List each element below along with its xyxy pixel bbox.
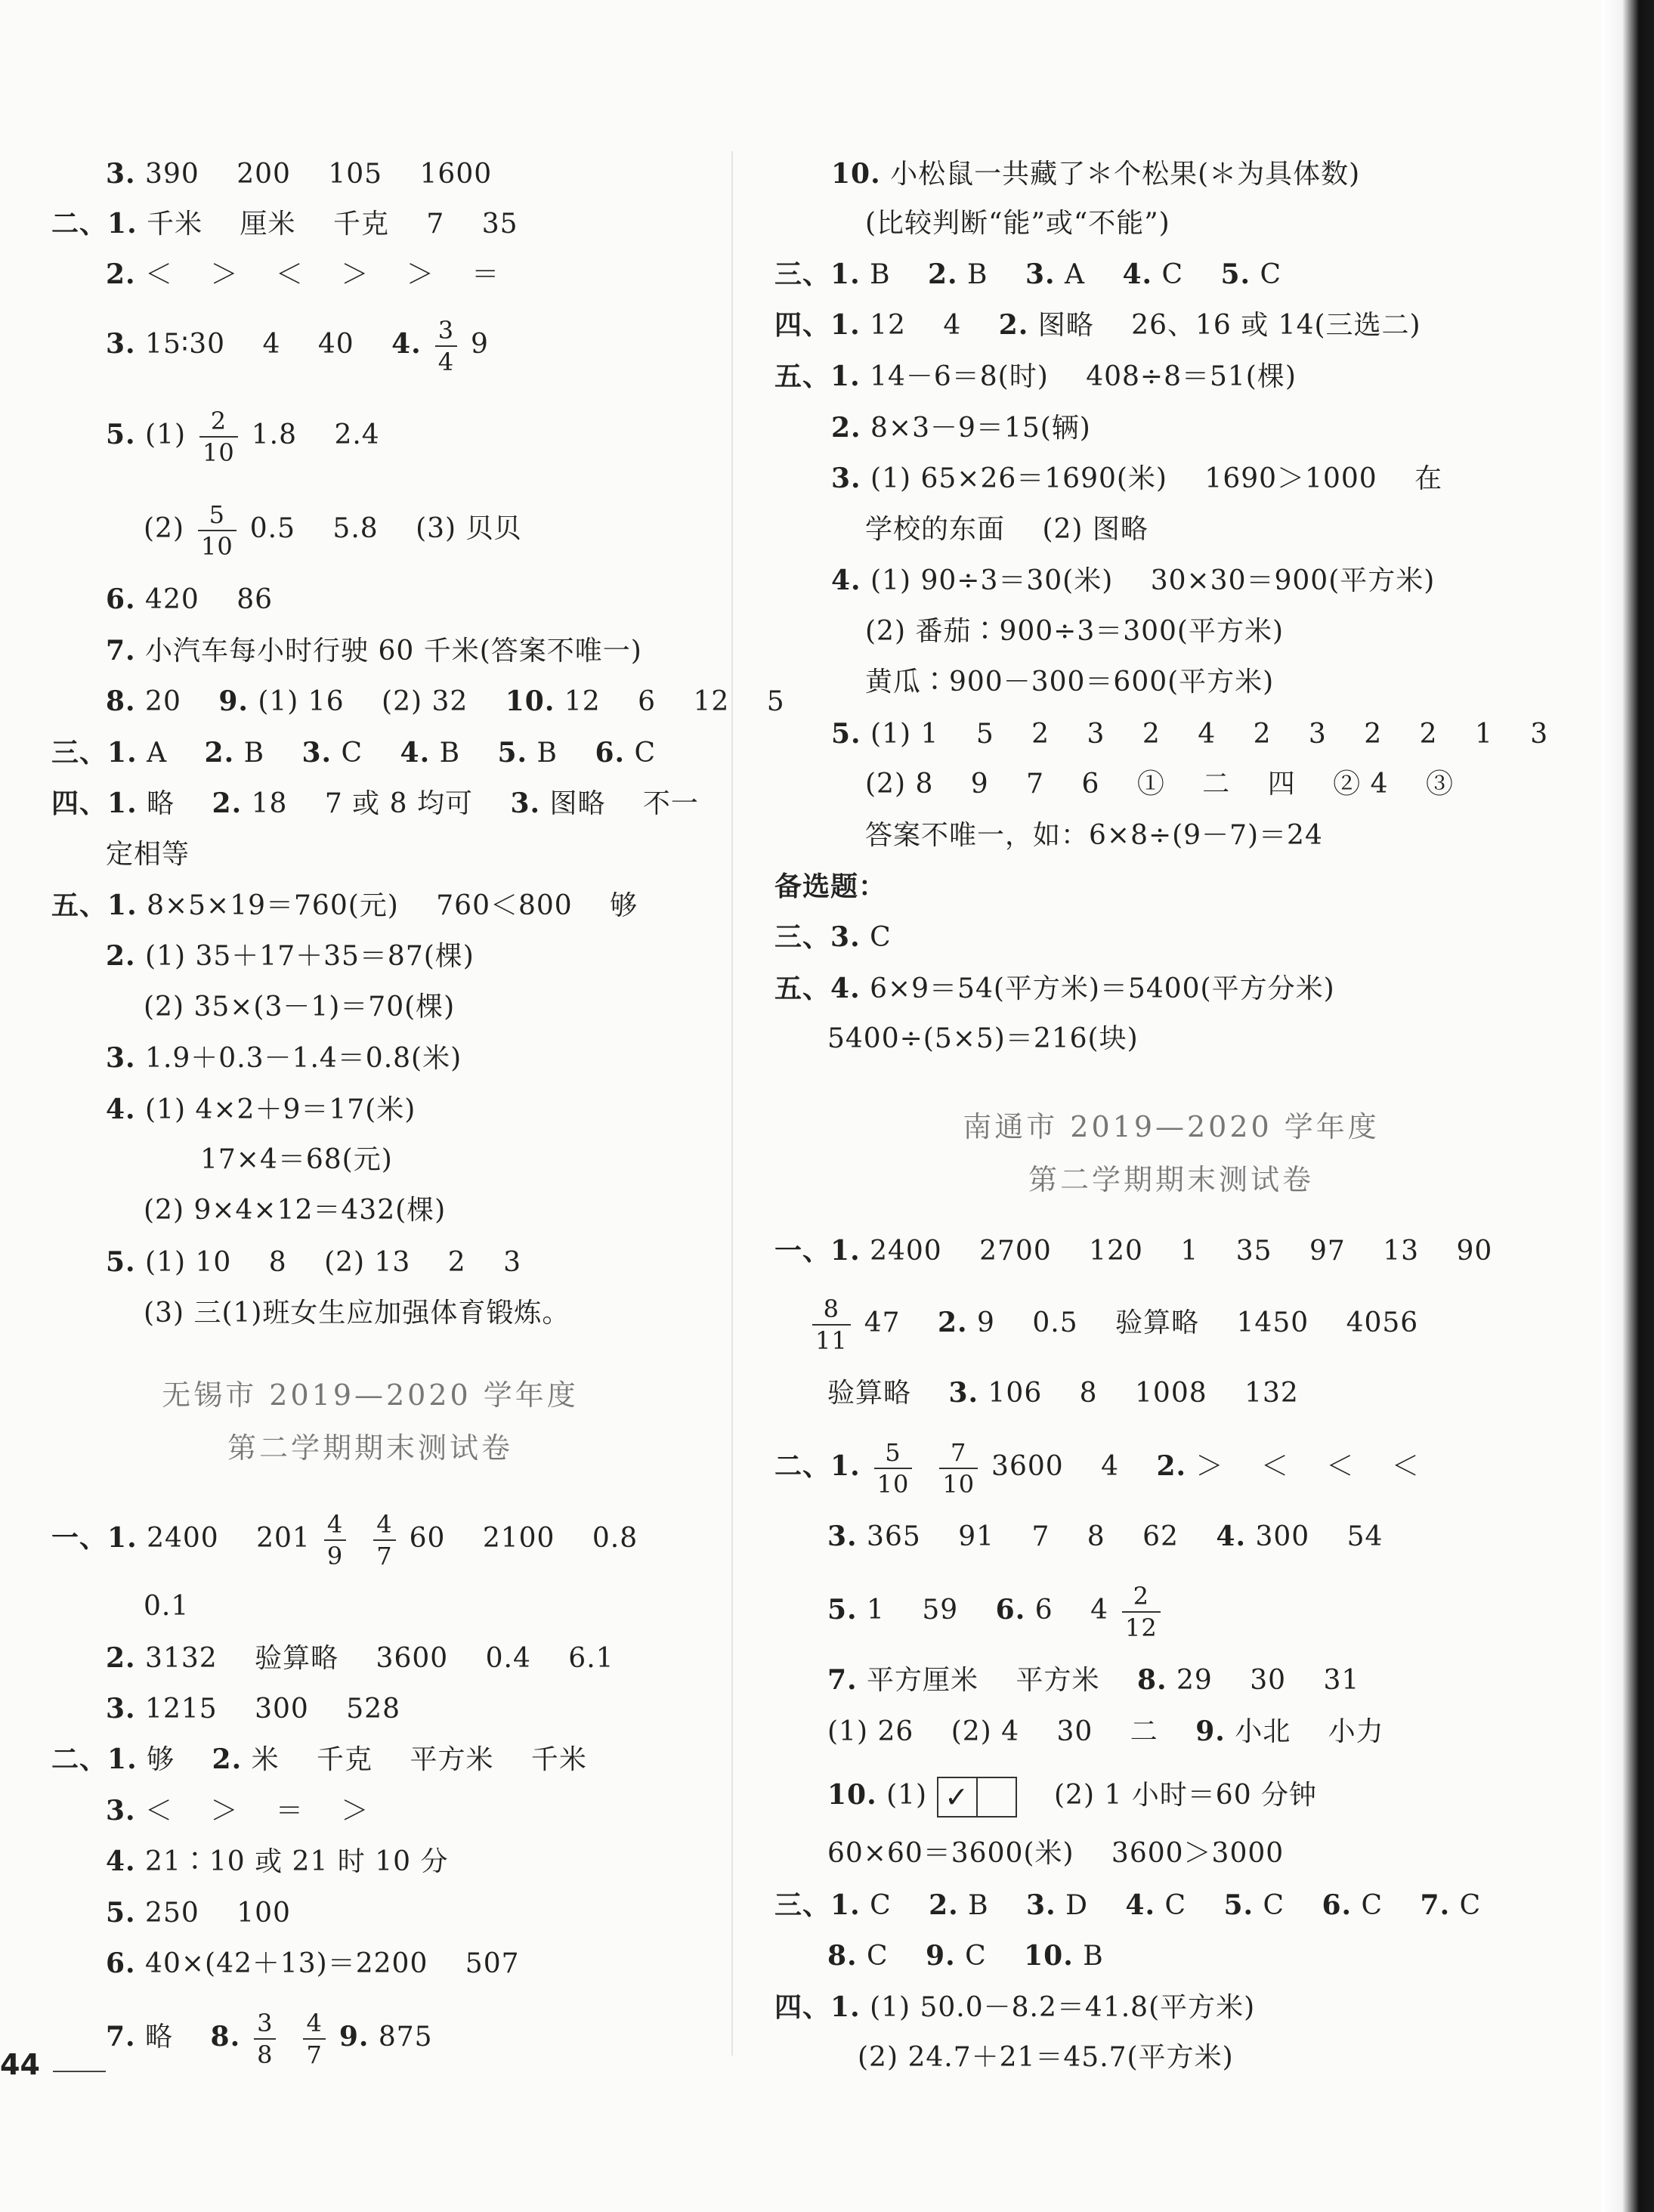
answer-line: 3. 365 91 7 8 62 4. 300 54 xyxy=(827,1521,1383,1552)
answer-line: 3. ＜ ＞ ＝ ＞ xyxy=(106,1795,369,1827)
fraction: $\frac{4}{7}$ xyxy=(373,1509,395,1571)
section-heading: 南通市 2019—2020 学年度 xyxy=(963,1110,1380,1143)
answer-line: 四、1. 略 2. 18 7 或 8 均可 3. 图略 不一 xyxy=(51,787,699,819)
answer-line: (2) 9×4×12＝432(棵) xyxy=(144,1195,447,1226)
answer-line: (1) 26 (2) 4 30 二 9. 小北 小力 xyxy=(827,1715,1384,1747)
answer-line: 学校的东面 (2) 图略 xyxy=(865,514,1149,545)
fraction: $\frac{4}{9}$ xyxy=(324,1509,346,1571)
answer-line: 7. 平方厘米 平方米 8. 29 30 31 xyxy=(827,1664,1360,1696)
page-number-rule xyxy=(53,2071,106,2072)
answer-line: 定相等 xyxy=(106,839,190,870)
answer-line: 7. 略 8. $\frac{3}{8}$ $\frac{4}{7}$ 9. 875 xyxy=(106,2009,433,2069)
fraction: $\frac{5}{10}$ xyxy=(874,1437,913,1499)
answer-line: 黄瓜∶900－300＝600(平方米) xyxy=(865,667,1275,698)
answer-line: 2. 8×3－9＝15(辆) xyxy=(831,412,1091,444)
answer-line: 6. 40×(42＋13)＝2200 507 xyxy=(106,1947,520,1979)
fraction: $\frac{4}{7}$ xyxy=(303,2008,325,2070)
fraction: $\frac{2}{10}$ xyxy=(199,406,238,468)
answer-line: (比较判断“能”或“不能”) xyxy=(865,208,1170,239)
answer-line: 二、1. $\frac{5}{10}$ $\frac{7}{10}$ 3600 4 2. ＞ ＜ ＜ ＜ xyxy=(774,1438,1420,1499)
answer-line: 60×60＝3600(米) 3600＞3000 xyxy=(827,1838,1285,1869)
answer-line: (2) $\frac{5}{10}$ 0.5 5.8 (3) 贝贝 xyxy=(144,500,522,561)
answer-line: 5. (1) 10 8 (2) 13 2 3 xyxy=(106,1246,522,1278)
answer-line: 5. (1) 1 5 2 3 2 4 2 3 2 2 1 3 xyxy=(831,718,1549,750)
answer-line: (2) 35×(3－1)＝70(棵) xyxy=(144,992,456,1022)
answer-line: 2. 3132 验算略 3600 0.4 6.1 xyxy=(106,1642,614,1674)
answer-line: 一、1. 2400 201 $\frac{4}{9}$ $\frac{4}{7}$ 60 2100 0.8 xyxy=(51,1510,638,1570)
answer-line: 答案不唯一，如：6×8÷(9－7)＝24 xyxy=(865,820,1323,851)
answer-line: 8. 20 9. (1) 16 (2) 32 10. 12 6 12 5 xyxy=(106,685,785,717)
answer-line: 6. 420 86 xyxy=(106,583,274,615)
answer-line: 8. C 9. C 10. B xyxy=(827,1940,1104,1972)
empty-box xyxy=(976,1777,1017,1818)
answer-line: 五、4. 6×9＝54(平方米)＝5400(平方分米) xyxy=(774,973,1335,1004)
alternate-questions-label: 备选题： xyxy=(774,871,887,902)
answer-line: 3. 1.9＋0.3－1.4＝0.8(米) xyxy=(106,1042,462,1074)
answer-line: 7. 小汽车每小时行驶 60 千米(答案不唯一) xyxy=(106,635,642,667)
answer-line: 3. 1215 300 528 xyxy=(106,1693,400,1725)
answer-line: (3) 三(1)班女生应加强体育锻炼。 xyxy=(144,1298,570,1329)
answer-line: 二、1. 千米 厘米 千克 7 35 xyxy=(51,208,518,240)
answer-line: 一、1. 2400 2700 120 1 35 97 13 90 xyxy=(774,1235,1493,1267)
answer-line: 4. (1) 90÷3＝30(米) 30×30＝900(平方米) xyxy=(831,565,1436,596)
answer-line: 10. 小松鼠一共藏了＊个松果(＊为具体数) xyxy=(831,158,1361,190)
answer-line: (2) 24.7＋21＝45.7(平方米) xyxy=(858,2042,1234,2073)
scanned-page-edge xyxy=(1601,0,1654,2212)
answer-line: 17×4＝68(元) xyxy=(200,1144,393,1175)
fraction: $\frac{3}{4}$ xyxy=(435,315,457,377)
answer-line: 3. 390 200 105 1600 xyxy=(106,158,493,190)
section-subheading: 第二学期期末测试卷 xyxy=(1028,1163,1314,1196)
answer-line: (2) 番茄∶900÷3＝300(平方米) xyxy=(865,616,1285,647)
fraction: $\frac{5}{10}$ xyxy=(198,500,237,562)
answer-line: 5. (1) $\frac{2}{10}$ 1.8 2.4 xyxy=(106,407,380,467)
answer-line: 4. (1) 4×2＋9＝17(米) xyxy=(106,1094,416,1125)
answer-line: 3. 15∶30 4 40 4. $\frac{3}{4}$ 9 xyxy=(106,316,489,376)
answer-line: 三、3. C xyxy=(774,921,892,953)
answer-line: 5400÷(5×5)＝216(块) xyxy=(827,1023,1139,1054)
answer-line: 4. 21∶10 或 21 时 10 分 xyxy=(106,1845,449,1877)
answer-line: 三、1. B 2. B 3. A 4. C 5. C xyxy=(774,258,1282,290)
answer-line: 四、1. 12 4 2. 图略 26、16 或 14(三选二) xyxy=(774,309,1421,341)
answer-line: 10. (1) ✓ (2) 1 小时＝60 分钟 xyxy=(827,1768,1317,1821)
answer-line: 三、1. A 2. B 3. C 4. B 5. B 6. C xyxy=(51,737,657,769)
answer-line: 2. (1) 35＋17＋35＝87(棵) xyxy=(106,940,475,972)
fraction: $\frac{3}{8}$ xyxy=(254,2008,276,2070)
answer-line: 三、1. C 2. B 3. D 4. C 5. C 6. C 7. C xyxy=(774,1889,1482,1921)
answer-line: 3. (1) 65×26＝1690(米) 1690＞1000 在 xyxy=(831,463,1443,494)
answer-line: 2. ＜ ＞ ＜ ＞ ＞ ＝ xyxy=(106,258,500,290)
answer-line: 5. 250 100 xyxy=(106,1897,291,1929)
answer-line: 五、1. 8×5×19＝760(元) 760＜800 够 xyxy=(51,889,638,921)
fraction: $\frac{2}{12}$ xyxy=(1122,1581,1161,1643)
answer-line: 二、1. 够 2. 米 千克 平方米 千米 xyxy=(51,1743,587,1775)
answer-line: 0.1 xyxy=(144,1591,190,1622)
section-heading: 无锡市 2019—2020 学年度 xyxy=(162,1378,579,1412)
fraction: $\frac{7}{10}$ xyxy=(939,1437,978,1499)
answer-line: (2) 8 9 7 6 ① 二 四 ② 4 ③ xyxy=(865,769,1454,800)
section-subheading: 第二学期期末测试卷 xyxy=(227,1431,513,1465)
column-divider xyxy=(731,151,733,2056)
checked-box: ✓ xyxy=(937,1777,978,1818)
page-number: 44 xyxy=(0,2048,40,2081)
fraction: $\frac{8}{11}$ xyxy=(812,1294,851,1356)
answer-line: 四、1. (1) 50.0－8.2＝41.8(平方米) xyxy=(774,1991,1256,2023)
answer-line: 5. 1 59 6. 6 4 $\frac{2}{12}$ xyxy=(827,1576,1174,1644)
answer-line: $\frac{8}{11}$ 47 2. 9 0.5 验算略 1450 4056 xyxy=(812,1289,1418,1357)
answer-line: 验算略 3. 106 8 1008 132 xyxy=(827,1377,1299,1409)
answer-line: 五、1. 14－6＝8(时) 408÷8＝51(棵) xyxy=(774,360,1297,392)
